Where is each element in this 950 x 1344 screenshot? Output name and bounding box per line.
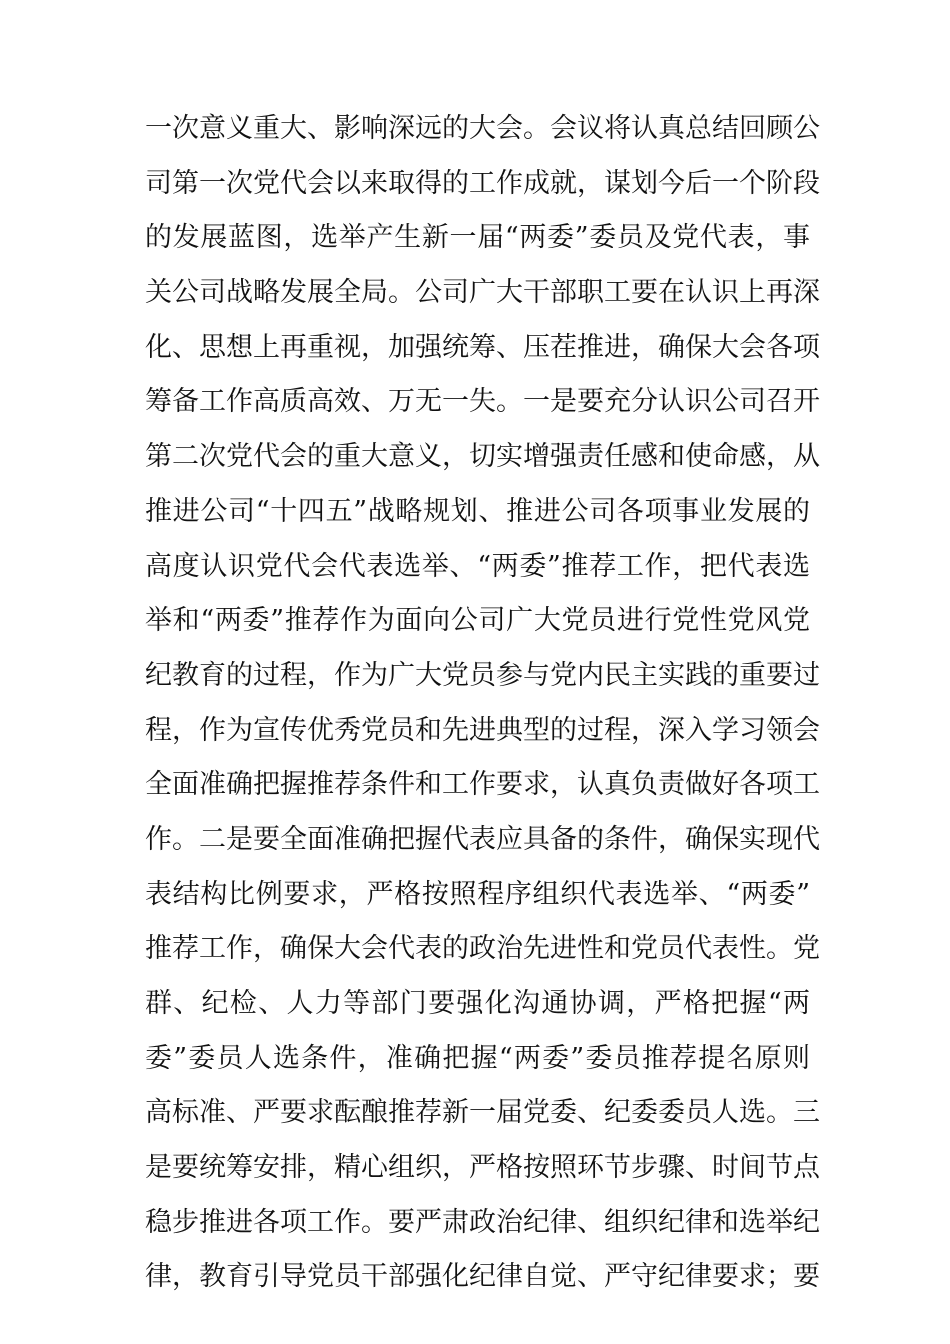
text-line: 纪教育的过程，作为广大党员参与党内民主实践的重要过 — [145, 659, 820, 691]
text-line: 程，作为宣传优秀党员和先进典型的过程，深入学习领会 — [145, 714, 820, 746]
text-line: 表结构比例要求，严格按照程序组织代表选举、“两委” — [145, 878, 810, 910]
text-line: 一次意义重大、影响深远的大会。会议将认真总结回顾公 — [145, 113, 820, 144]
text-line: 第二次党代会的重大意义，切实增强责任感和使命感，从 — [145, 441, 820, 473]
body-paragraph — [145, 102, 820, 1305]
text-line: 关公司战略发展全局。公司广大干部职工要在认识上再深 — [145, 277, 820, 309]
text-line: 高度认识党代会代表选举、“两委”推荐工作，把代表选 — [145, 550, 810, 582]
text-line: 作。二是要全面准确把握代表应具备的条件，确保实现代 — [145, 823, 820, 855]
text-line: 群、纪检、人力等部门要强化沟通协调，严格把握“两 — [145, 988, 810, 1019]
text-line: 举和“两委”推荐作为面向公司广大党员进行党性党风党 — [145, 605, 810, 637]
text-line: 推进公司“十四五”战略规划、推进公司各项事业发展的 — [145, 495, 810, 527]
text-line: 高标准、严要求酝酿推荐新一届党委、纪委委员人选。三 — [145, 1097, 820, 1129]
text-line: 是要统筹安排，精心组织，严格按照环节步骤、时间节点 — [145, 1152, 820, 1184]
text-line: 律，教育引导党员干部强化纪律自觉、严守纪律要求；要 — [145, 1261, 820, 1293]
text-line: 推荐工作，确保大会代表的政治先进性和党员代表性。党 — [145, 933, 820, 965]
text-line: 司第一次党代会以来取得的工作成就，谋划今后一个阶段 — [145, 167, 820, 199]
text-line: 稳步推进各项工作。要严肃政治纪律、组织纪律和选举纪 — [145, 1206, 820, 1238]
text-line: 全面准确把握推荐条件和工作要求，认真负责做好各项工 — [145, 769, 820, 801]
text-line: 筹备工作高质高效、万无一失。一是要充分认识公司召开 — [145, 386, 820, 418]
text-line: 化、思想上再重视，加强统筹、压茬推进，确保大会各项 — [145, 331, 820, 363]
text-line: 委”委员人选条件，准确把握“两委”委员推荐提名原则 — [145, 1042, 810, 1074]
text-line: 的发展蓝图，选举产生新一届“两委”委员及党代表，事 — [145, 222, 810, 254]
